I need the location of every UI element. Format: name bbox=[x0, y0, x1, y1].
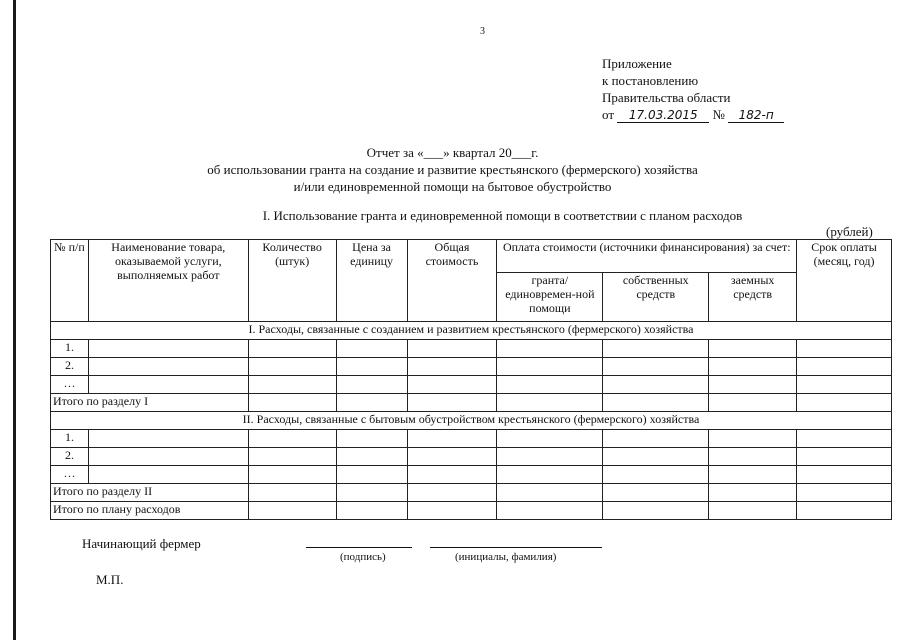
header-name: Наименование товара, оказываемой услуги, выполняемых работ bbox=[88, 240, 248, 322]
section2-subtotal-row bbox=[51, 484, 892, 502]
number-label: № bbox=[712, 107, 725, 122]
appendix-block bbox=[602, 55, 784, 123]
header-row-1 bbox=[51, 240, 892, 273]
signature-caption: (подпись) bbox=[340, 551, 386, 563]
stamp-placeholder: М.П. bbox=[96, 572, 124, 587]
table-row bbox=[51, 340, 892, 358]
header-own: собственных средств bbox=[603, 273, 709, 322]
section1-title: I. Расходы, связанные с созданием и развитием крестьянского (фермерского) хозяйства bbox=[51, 322, 892, 340]
scan-left-border bbox=[13, 0, 16, 640]
header-num: № п/п bbox=[51, 240, 89, 322]
name-caption: (инициалы, фамилия) bbox=[455, 551, 557, 563]
table-row bbox=[51, 448, 892, 466]
header-payment: Оплата стоимости (источники финансирования) за счет: bbox=[497, 240, 797, 273]
signature-line bbox=[306, 547, 412, 548]
section1-subtotal-label: Итого по разделу I bbox=[51, 394, 249, 412]
signer-label: Начинающий фермер bbox=[82, 536, 201, 551]
unit-label: (рублей) bbox=[826, 224, 873, 239]
table-row bbox=[51, 466, 892, 484]
section1-title-row bbox=[51, 322, 892, 340]
page-number: 3 bbox=[480, 26, 485, 37]
header-borrowed: заемных средств bbox=[709, 273, 797, 322]
handwritten-number: 182-п bbox=[728, 108, 784, 123]
section2-title-row bbox=[51, 412, 892, 430]
section-heading: I. Использование гранта и единовременной помощи в соответствии с планом расходов bbox=[262, 208, 743, 223]
appendix-line-1: Приложение bbox=[602, 56, 672, 71]
name-line bbox=[430, 547, 602, 548]
header-qty: Количество (штук) bbox=[248, 240, 336, 322]
row-number: … bbox=[51, 376, 89, 394]
table-row bbox=[51, 376, 892, 394]
row-number: 2. bbox=[51, 358, 89, 376]
from-label: от bbox=[602, 107, 615, 122]
header-price: Цена за единицу bbox=[336, 240, 407, 322]
grand-total-row bbox=[51, 502, 892, 520]
table-row bbox=[51, 358, 892, 376]
header-grant: гранта/ единовремен-ной помощи bbox=[497, 273, 603, 322]
report-subtitle-1: об использовании гранта на создание и развитие крестьянского (фермерского) хозяйства bbox=[207, 162, 698, 177]
report-subtitle-2: и/или единовременной помощи на бытовое обустройство bbox=[293, 179, 612, 194]
table-row bbox=[51, 430, 892, 448]
expense-table bbox=[50, 239, 892, 520]
header-total: Общая стоимость bbox=[407, 240, 497, 322]
section2-subtotal-label: Итого по разделу II bbox=[51, 484, 249, 502]
row-number: 1. bbox=[51, 340, 89, 358]
appendix-date-line bbox=[602, 106, 784, 123]
section2-title: II. Расходы, связанные с бытовым обустройством крестьянского (фермерского) хозяйства bbox=[51, 412, 892, 430]
grand-total-label: Итого по плану расходов bbox=[51, 502, 249, 520]
handwritten-date: 17.03.2015 bbox=[617, 108, 709, 123]
section1-subtotal-row bbox=[51, 394, 892, 412]
row-number: … bbox=[51, 466, 89, 484]
report-title: Отчет за «___» квартал 20___г. bbox=[366, 145, 539, 160]
header-term: Срок оплаты (месяц, год) bbox=[797, 240, 892, 322]
row-number: 2. bbox=[51, 448, 89, 466]
appendix-line-3: Правительства области bbox=[602, 90, 731, 105]
appendix-line-2: к постановлению bbox=[602, 73, 699, 88]
row-number: 1. bbox=[51, 430, 89, 448]
